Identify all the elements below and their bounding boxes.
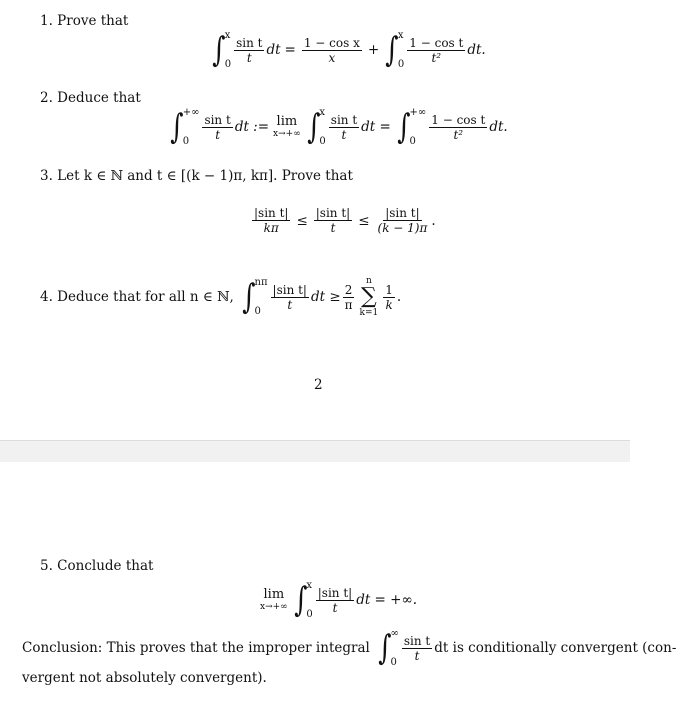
fraction: $\frac{\text{|sin t|}}{k\pi}$	[254, 206, 289, 235]
item-2-label: 2. Deduce that	[40, 90, 141, 106]
item-5-label: 5. Conclude that	[40, 558, 154, 574]
differential: dt	[266, 42, 281, 58]
conclusion-line-1: Conclusion: This proves that the improper integral ∫ ∞ 0 $\frac{\text{sin t}}{t}$ dt is conditionally convergent (con-	[22, 628, 676, 668]
integral-sign: ∫ ∞ 0	[378, 628, 399, 668]
equals-sign: =	[284, 42, 296, 58]
less-equal-sign: ≤	[358, 212, 370, 229]
conclusion-line-2: vergent not absolutely convergent).	[22, 670, 267, 686]
fraction: $\frac{1}{k}$	[385, 282, 393, 312]
item-4-label: 4. Deduce that for all n ∈ ℕ,	[40, 289, 234, 305]
fraction: $\frac{\text{1 − cos t}}{\text{t²}}$	[409, 35, 464, 65]
fraction: $\frac{\text{sin t}}{t}$	[403, 633, 431, 663]
less-equal-sign: ≤	[296, 212, 308, 229]
fraction: $\frac{\text{|sin t|}}{t}$	[272, 282, 307, 312]
page-number: 2	[314, 377, 323, 393]
fraction: $\frac{\text{|sin t|}}{(k - 1)\pi}$	[377, 206, 428, 235]
item-3-label: 3. Let k ∈ ℕ and t ∈ [(k − 1)π, kπ]. Prove that	[40, 168, 353, 184]
item-1-label: 1. Prove that	[40, 13, 129, 29]
item-3-inequality: $\frac{\text{|sin t|}}{k\pi}$ ≤ $\frac{\text{|sin t|}}{t}$ ≤ $\frac{\text{|sin t|}}{(k - 1)\pi}$ .	[254, 206, 436, 235]
differential: dt ≥	[310, 289, 341, 305]
definition-sign: dt :=	[234, 119, 270, 135]
limit-operator: lim x→+∞	[273, 114, 301, 139]
differential: dt.	[467, 42, 486, 58]
document-page-2	[0, 462, 676, 720]
page-separator	[0, 440, 630, 464]
integral-sign: ∫ nπ 0	[242, 277, 268, 317]
item-1-equation	[210, 30, 486, 70]
integral-sign: ∫ x 0	[385, 30, 405, 70]
fraction: $\frac{\text{sin t}}{t}$	[330, 112, 358, 142]
differential: dt =	[361, 119, 391, 135]
fraction: $\frac{\text{|sin t|}}{t}$	[315, 206, 351, 235]
equation-rhs: dt = +∞.	[356, 592, 418, 608]
fraction: $\frac{\text{1 − cos x}}{x}$	[303, 35, 360, 65]
differential: dt.	[489, 119, 508, 135]
fraction: $\frac{\text{|sin t|}}{t}$	[317, 585, 353, 615]
summation-sign: n ∑ k=1	[359, 276, 379, 318]
fraction: $\frac{2}{\pi}$	[344, 282, 353, 312]
item-2-equation	[168, 107, 508, 147]
item-5-equation	[256, 580, 417, 620]
integral-sign: ∫ +∞ 0	[397, 107, 427, 147]
item-4-statement: 4. Deduce that for all n ∈ ℕ, ∫ nπ 0 $\frac{\text{|sin t|}}{t}$ dt ≥ $\frac{2}{\pi}$ n ∑ k=1 $\frac{1}{k}$ .	[40, 276, 402, 318]
integral-sign: ∫ x 0	[293, 580, 313, 620]
fraction: $\frac{\text{sin t}}{t}$	[236, 35, 263, 65]
integral-sign: ∫ x 0	[306, 107, 326, 147]
limit-operator: lim x→+∞	[260, 587, 288, 612]
plus-sign: +	[367, 42, 380, 58]
fraction: $\frac{\text{sin t}}{t}$	[204, 112, 231, 142]
integral-sign: ∫ +∞ 0	[170, 107, 200, 147]
fraction: $\frac{\text{1 − cos t}}{\text{t²}}$	[431, 112, 486, 142]
integral-sign: ∫ x 0	[212, 30, 232, 70]
